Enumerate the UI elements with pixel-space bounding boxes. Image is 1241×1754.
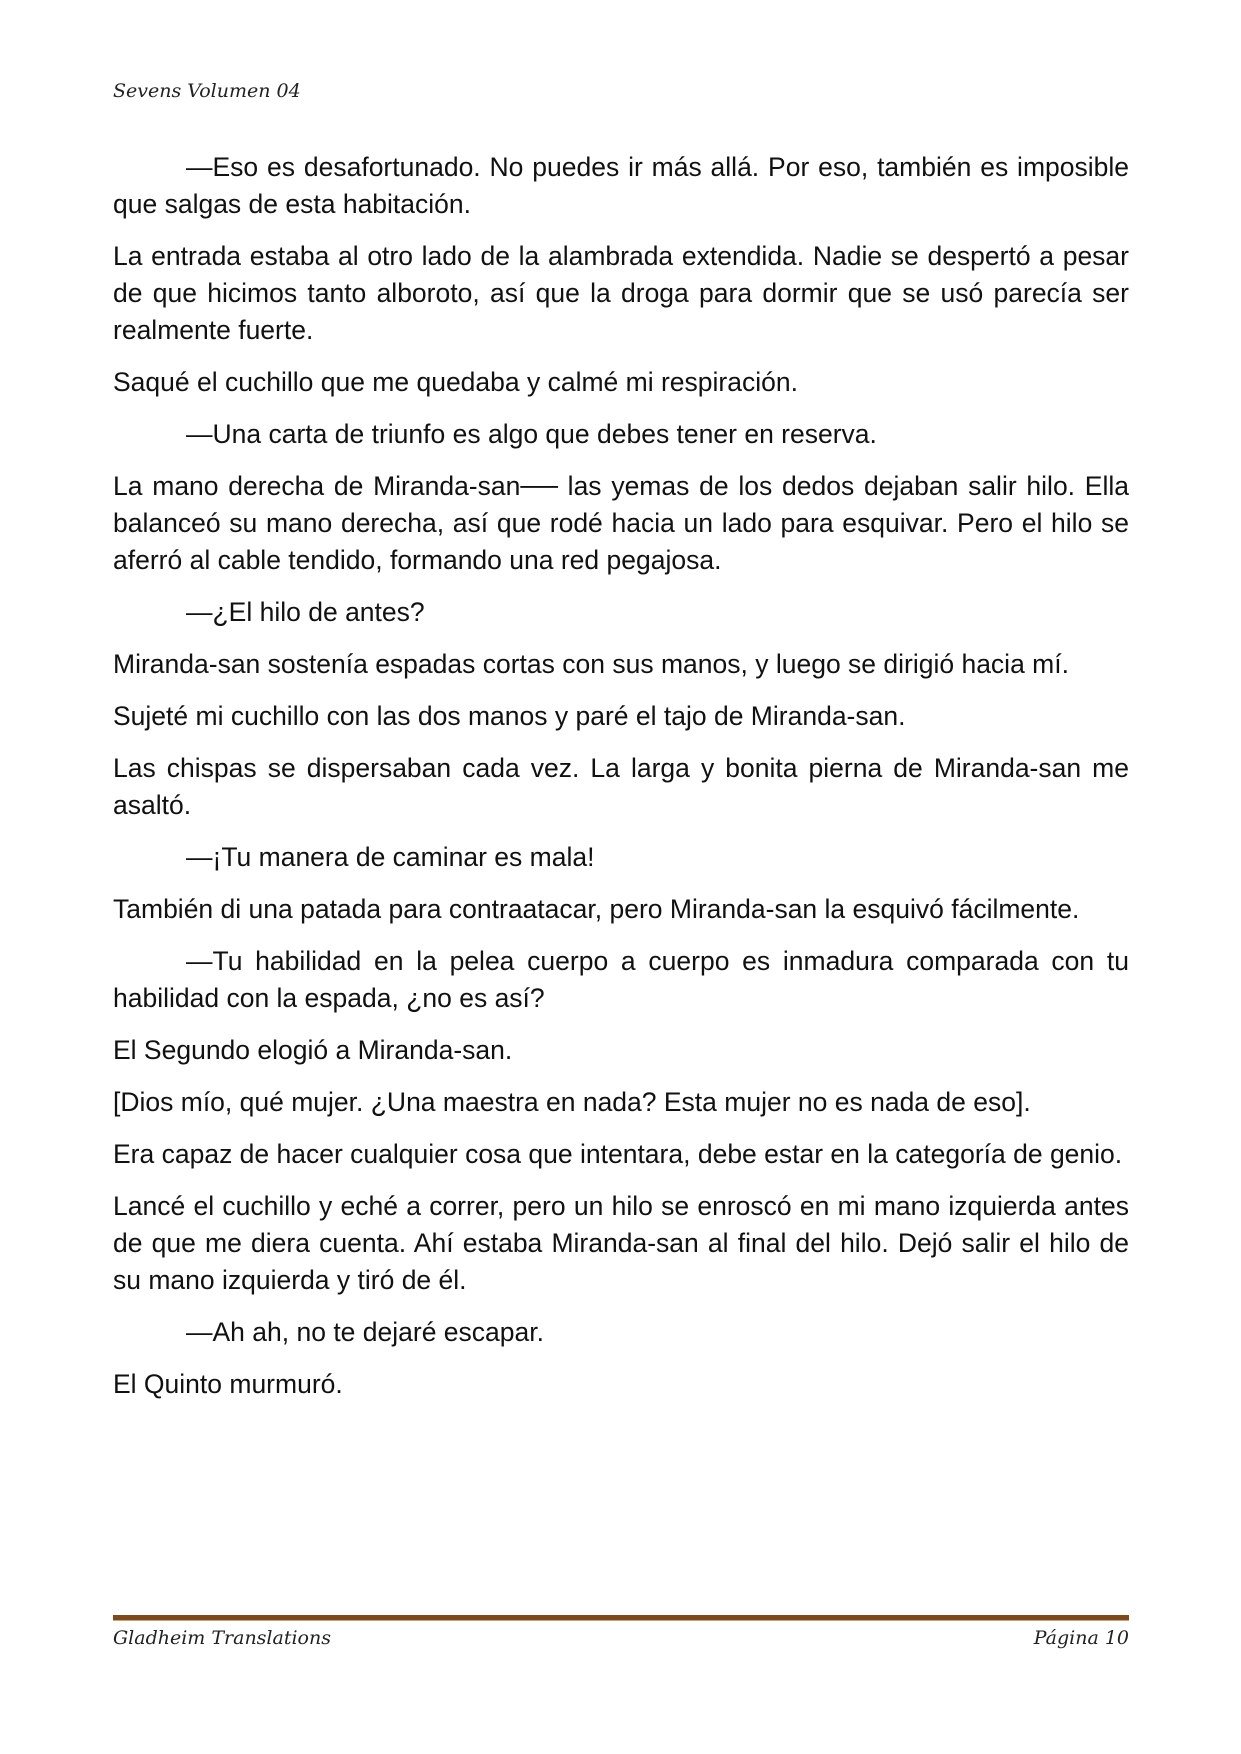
paragraph-dialog: —Una carta de triunfo es algo que debes tener en reserva. <box>186 419 877 449</box>
paragraph: Saqué el cuchillo que me quedaba y calmé mi respiración. <box>113 367 798 397</box>
paragraph: El Segundo elogió a Miranda-san. <box>113 1035 513 1065</box>
paragraph-dialog: —¿El hilo de antes? <box>186 597 425 627</box>
paragraph: Lancé el cuchillo y eché a correr, pero un hilo se enroscó en mi mano izquierda antes de que me diera cuenta. Ahí estaba Miranda-san al final del hilo. Dejó salir el hilo de su mano izquierda y tiró de él. <box>113 1191 1129 1295</box>
paragraph-dialog: —¡Tu manera de caminar es mala! <box>186 842 595 872</box>
footer-publisher: Gladheim Translations <box>113 1627 331 1649</box>
paragraph-dialog: —Eso es desafortunado. No puedes ir más allá. Por eso, también es imposible que salgas de esta habitación. <box>113 152 1129 219</box>
paragraph: Las chispas se dispersaban cada vez. La larga y bonita pierna de Miranda-san me asaltó. <box>113 753 1129 820</box>
paragraph: Miranda-san sostenía espadas cortas con sus manos, y luego se dirigió hacia mí. <box>113 649 1069 679</box>
paragraph: Era capaz de hacer cualquier cosa que intentara, debe estar en la categoría de genio. <box>113 1139 1123 1169</box>
paragraph: El Quinto murmuró. <box>113 1369 343 1399</box>
paragraph: [Dios mío, qué mujer. ¿Una maestra en nada? Esta mujer no es nada de eso]. <box>113 1087 1031 1117</box>
page-number: Página 10 <box>1033 1627 1129 1649</box>
footer-divider <box>113 1615 1129 1621</box>
page-body <box>113 149 1129 1418</box>
paragraph: Sujeté mi cuchillo con las dos manos y paré el tajo de Miranda-san. <box>113 701 906 731</box>
paragraph-dialog: —Ah ah, no te dejaré escapar. <box>186 1317 544 1347</box>
paragraph: También di una patada para contraatacar, pero Miranda-san la esquivó fácilmente. <box>113 894 1080 924</box>
running-header: Sevens Volumen 04 <box>113 80 301 102</box>
paragraph-dialog: —Tu habilidad en la pelea cuerpo a cuerpo es inmadura comparada con tu habilidad con la espada, ¿no es así? <box>113 946 1129 1013</box>
paragraph: La entrada estaba al otro lado de la alambrada extendida. Nadie se despertó a pesar de que hicimos tanto alboroto, así que la droga para dormir que se usó parecía ser realmente fuerte. <box>113 241 1129 345</box>
paragraph: La mano derecha de Miranda-san── las yemas de los dedos dejaban salir hilo. Ella balanceó su mano derecha, así que rodé hacia un lado para esquivar. Pero el hilo se aferró al cable tendido, formando una red pegajosa. <box>113 471 1129 575</box>
